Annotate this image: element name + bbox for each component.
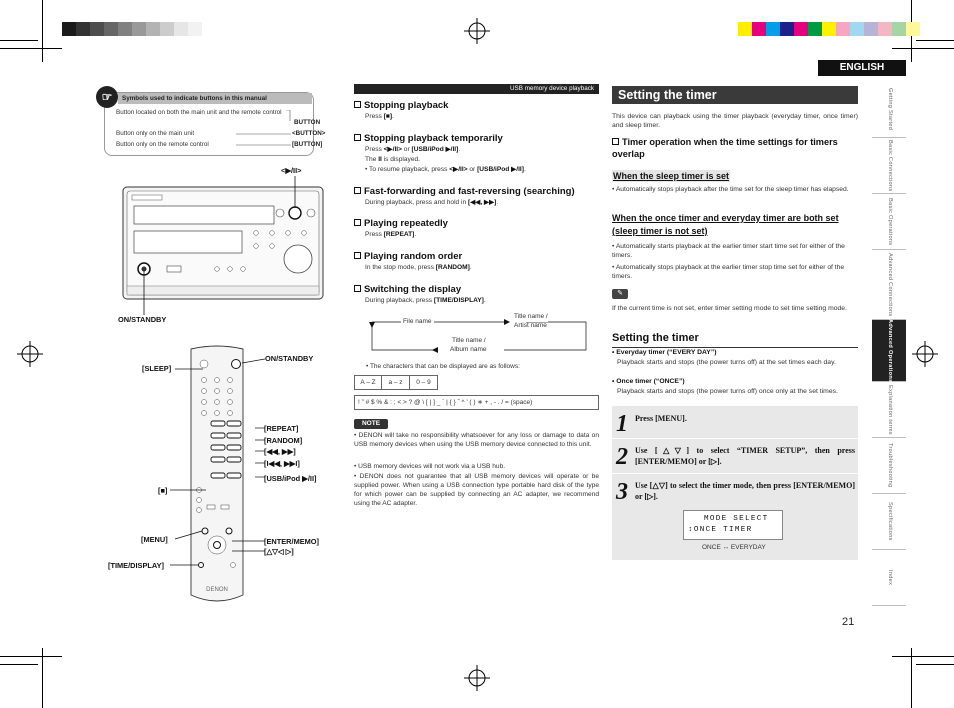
note-badge: NOTE <box>354 419 388 429</box>
side-tab[interactable] <box>872 382 906 438</box>
sleep-set-title: When the sleep timer is set <box>613 171 730 181</box>
random-title: Playing random order <box>354 251 462 264</box>
step-divider-2 <box>612 473 858 474</box>
registration-mark-left <box>17 341 43 367</box>
char-symbols: ! ” # $ % & : ; < > ? @ \ [ | ] _ ` | { } ˆ ^ ’ ( ) ∗ + , - . / = (space) <box>354 395 599 410</box>
random-label: [RANDOM] <box>264 436 303 445</box>
process-color-bar <box>738 22 920 36</box>
searching-text: During playback, press and hold in [◀◀, ▶▶]. <box>365 199 499 206</box>
gray-swatch <box>188 22 202 36</box>
symbols-icon: ☞ <box>96 86 118 108</box>
pause-text-3: • To resume playback, press <▶/II> or [USB/iPod ▶/II]. <box>365 166 526 173</box>
searching-title: Fast-forwarding and fast-reversing (searching) <box>354 186 575 199</box>
color-swatch <box>794 22 808 36</box>
color-swatch <box>808 22 822 36</box>
remote-leader-lines <box>170 355 270 580</box>
repeat-title: Playing repeatedly <box>354 218 448 231</box>
note-1: • DENON will take no responsibility whatsoever for any loss or damage to data on USB memory devices when using the USB memory device connected to this unit. <box>354 432 599 448</box>
pause-text-1: Press <▶/II> or [USB/iPod ▶/II]. <box>365 146 461 153</box>
step-1-number: 1 <box>616 411 628 437</box>
lcd-line-2: ↕ONCE TIMER <box>688 525 753 534</box>
sleep-label: [SLEEP] <box>142 364 172 373</box>
gray-swatch <box>174 22 188 36</box>
gray-swatch <box>132 22 146 36</box>
cycle-title-album-2: Album name <box>450 346 487 353</box>
everyday-text: Playback starts and stops (the power turns off) at the set times each day. <box>617 359 836 366</box>
stopping-playback-text: Press [■]. <box>365 113 394 120</box>
gray-swatch <box>160 22 174 36</box>
on-standby-remote-label: ON/STANDBY <box>265 354 314 363</box>
color-swatch <box>850 22 864 36</box>
once-label: • Once timer (“ONCE”) <box>612 378 685 385</box>
sleep-set-bullet: • Automatically stops playback after the time set for the sleep timer has elapsed. <box>612 186 849 193</box>
side-tab-label: Getting Started <box>886 88 893 131</box>
side-tab[interactable] <box>872 82 906 138</box>
side-tab[interactable] <box>872 250 906 320</box>
timer-op-title: Timer operation when the time settings for timers overlap <box>612 137 838 160</box>
symbols-row-3-sym: [BUTTON] <box>292 141 323 148</box>
side-tab-label: Advanced Operations <box>886 318 893 383</box>
lcd-display <box>683 510 783 540</box>
switching-display-title: Switching the display <box>354 284 461 297</box>
color-swatch <box>766 22 780 36</box>
on-standby-main-label: ON/STANDBY <box>118 315 167 324</box>
language-tab: ENGLISH <box>818 60 906 76</box>
once-every-bullet-2: • Automatically stops playback at the earlier timer stop time set for either of the timers. <box>612 264 845 281</box>
step-divider-1 <box>612 438 858 439</box>
char-lower: a – z <box>382 375 410 390</box>
color-swatch <box>892 22 906 36</box>
stop-label: [■] <box>158 486 168 495</box>
char-upper: A – Z <box>354 375 382 390</box>
side-tab-label: Specifications <box>886 502 893 541</box>
play-pause-label: <▶/II> <box>281 166 302 175</box>
color-swatch <box>878 22 892 36</box>
side-tab-label: Index <box>886 569 893 586</box>
symbols-row-2-desc: Button only on the main unit <box>116 130 195 137</box>
once-text: Playback starts and stops (the power turns off) once only at the set times. <box>617 388 838 395</box>
side-tab-label: Basic Operations <box>886 197 893 246</box>
switching-display-text: During playback, press [TIME/DISPLAY]. <box>365 297 486 304</box>
color-swatch <box>822 22 836 36</box>
symbols-row-3-desc: Button only on the remote control <box>116 141 209 148</box>
step-2-number: 2 <box>616 444 628 470</box>
menu-label: [MENU] <box>141 535 168 544</box>
intro-text: This device can playback using the timer playback (everyday timer, once timer) and sleep timer. <box>612 113 858 130</box>
cycle-title-artist-1: Title name / <box>514 313 548 320</box>
cycle-title-artist-2: Artist name <box>514 322 547 329</box>
color-swatch <box>738 22 752 36</box>
repeat-label: [REPEAT] <box>264 424 299 433</box>
symbols-row-2-sym: <BUTTON> <box>292 130 326 137</box>
color-swatch <box>780 22 794 36</box>
once-every-bullet-1: • Automatically starts playback at the earlier timer start time set for either of the timers. <box>612 243 845 260</box>
char-table <box>354 375 599 410</box>
lcd-line-1: MODE SELECT <box>704 515 769 523</box>
tip-icon: ✎ <box>612 289 628 299</box>
symbols-title: Symbols used to indicate buttons in this manual <box>118 93 312 104</box>
color-swatch <box>836 22 850 36</box>
tip-text: If the current time is not set, enter timer setting mode to set time setting mode. <box>612 305 847 312</box>
side-tab[interactable] <box>872 438 906 494</box>
side-tab[interactable] <box>872 494 906 550</box>
cycle-file-name: File name <box>403 318 432 325</box>
gray-color-bar <box>62 22 202 36</box>
gray-swatch <box>76 22 90 36</box>
usb-ipod-label: [USB/iPod ▶/II] <box>264 474 317 483</box>
registration-mark-top <box>464 18 490 44</box>
side-tab[interactable] <box>872 138 906 194</box>
note-2: • USB memory devices will not work via a USB hub. <box>354 463 506 470</box>
repeat-text: Press [REPEAT]. <box>365 231 417 238</box>
note-3: • DENON does not guarantee that all USB memory devices will operate or be supplied power. When using a USB connection type portable hard disk of the type for which power can be supplied by connecting an AC adapter, we recommend using the AC adapter. <box>354 473 599 507</box>
gray-swatch <box>104 22 118 36</box>
lcd-caption: ONCE ↔ EVERYDAY <box>702 544 766 551</box>
setting-subtitle: Setting the timer <box>612 331 858 348</box>
skip-label: [I◀◀, ▶▶I] <box>264 459 300 468</box>
ff-rew-label: [◀◀, ▶▶] <box>264 447 296 456</box>
color-swatch <box>864 22 878 36</box>
step-2-text: Use [△▽] to select “TIMER SETUP”, then press [ENTER/MEMO] or [▷]. <box>635 446 855 466</box>
everyday-label: • Everyday timer (“EVERY DAY”) <box>612 349 717 356</box>
remote-brand: DENON <box>206 587 228 593</box>
symbols-leader-lines <box>236 110 296 150</box>
time-display-label: [TIME/DISPLAY] <box>108 561 164 570</box>
gray-swatch <box>90 22 104 36</box>
on-standby-main-leader <box>143 270 147 315</box>
color-swatch <box>906 22 920 36</box>
color-swatch <box>752 22 766 36</box>
pause-text-2: The II is displayed. <box>365 156 420 163</box>
section-title: Setting the timer <box>612 86 858 104</box>
symbols-row-1-desc: Button located on both the main unit and the remote control <box>116 109 282 116</box>
side-tab-label: Troubleshooting <box>886 443 893 488</box>
play-pause-leader <box>294 176 298 208</box>
cursors-label: [△▽◁ ▷] <box>264 547 294 556</box>
side-tab-label: Explanation terms <box>886 384 893 435</box>
enter-memo-label: [ENTER/MEMO] <box>264 537 320 546</box>
registration-mark-right <box>912 341 938 367</box>
cycle-title-album-1: Title name / <box>452 337 486 344</box>
registration-mark-bottom <box>464 665 490 691</box>
pause-title: Stopping playback temporarily <box>354 133 503 146</box>
side-tab-label: Basic Connections <box>886 139 893 192</box>
stopping-playback-title: Stopping playback <box>354 100 448 113</box>
gray-swatch <box>118 22 132 36</box>
side-tab[interactable] <box>872 320 906 382</box>
symbols-row-1-sym: BUTTON <box>294 119 321 126</box>
side-tab[interactable] <box>872 194 906 250</box>
side-tab[interactable] <box>872 550 906 606</box>
header-tag: USB memory device playback <box>354 84 599 94</box>
gray-swatch <box>62 22 76 36</box>
step-3-text: Use [△▽] to select the timer mode, then press [ENTER/MEMO] or [▷]. <box>635 481 855 501</box>
random-text: In the stop mode, press [RANDOM]. <box>365 264 472 271</box>
step-3-number: 3 <box>616 479 628 505</box>
chars-note: • The characters that can be displayed are as follows: <box>366 363 520 370</box>
char-digits: 0 – 9 <box>410 375 438 390</box>
page-number: 21 <box>842 616 855 628</box>
gray-swatch <box>146 22 160 36</box>
step-1-text: Press [MENU]. <box>635 414 687 423</box>
once-every-title: When the once timer and everyday timer are both set (sleep timer is not set) <box>612 213 839 236</box>
side-tab-label: Advanced Connections <box>886 252 893 317</box>
